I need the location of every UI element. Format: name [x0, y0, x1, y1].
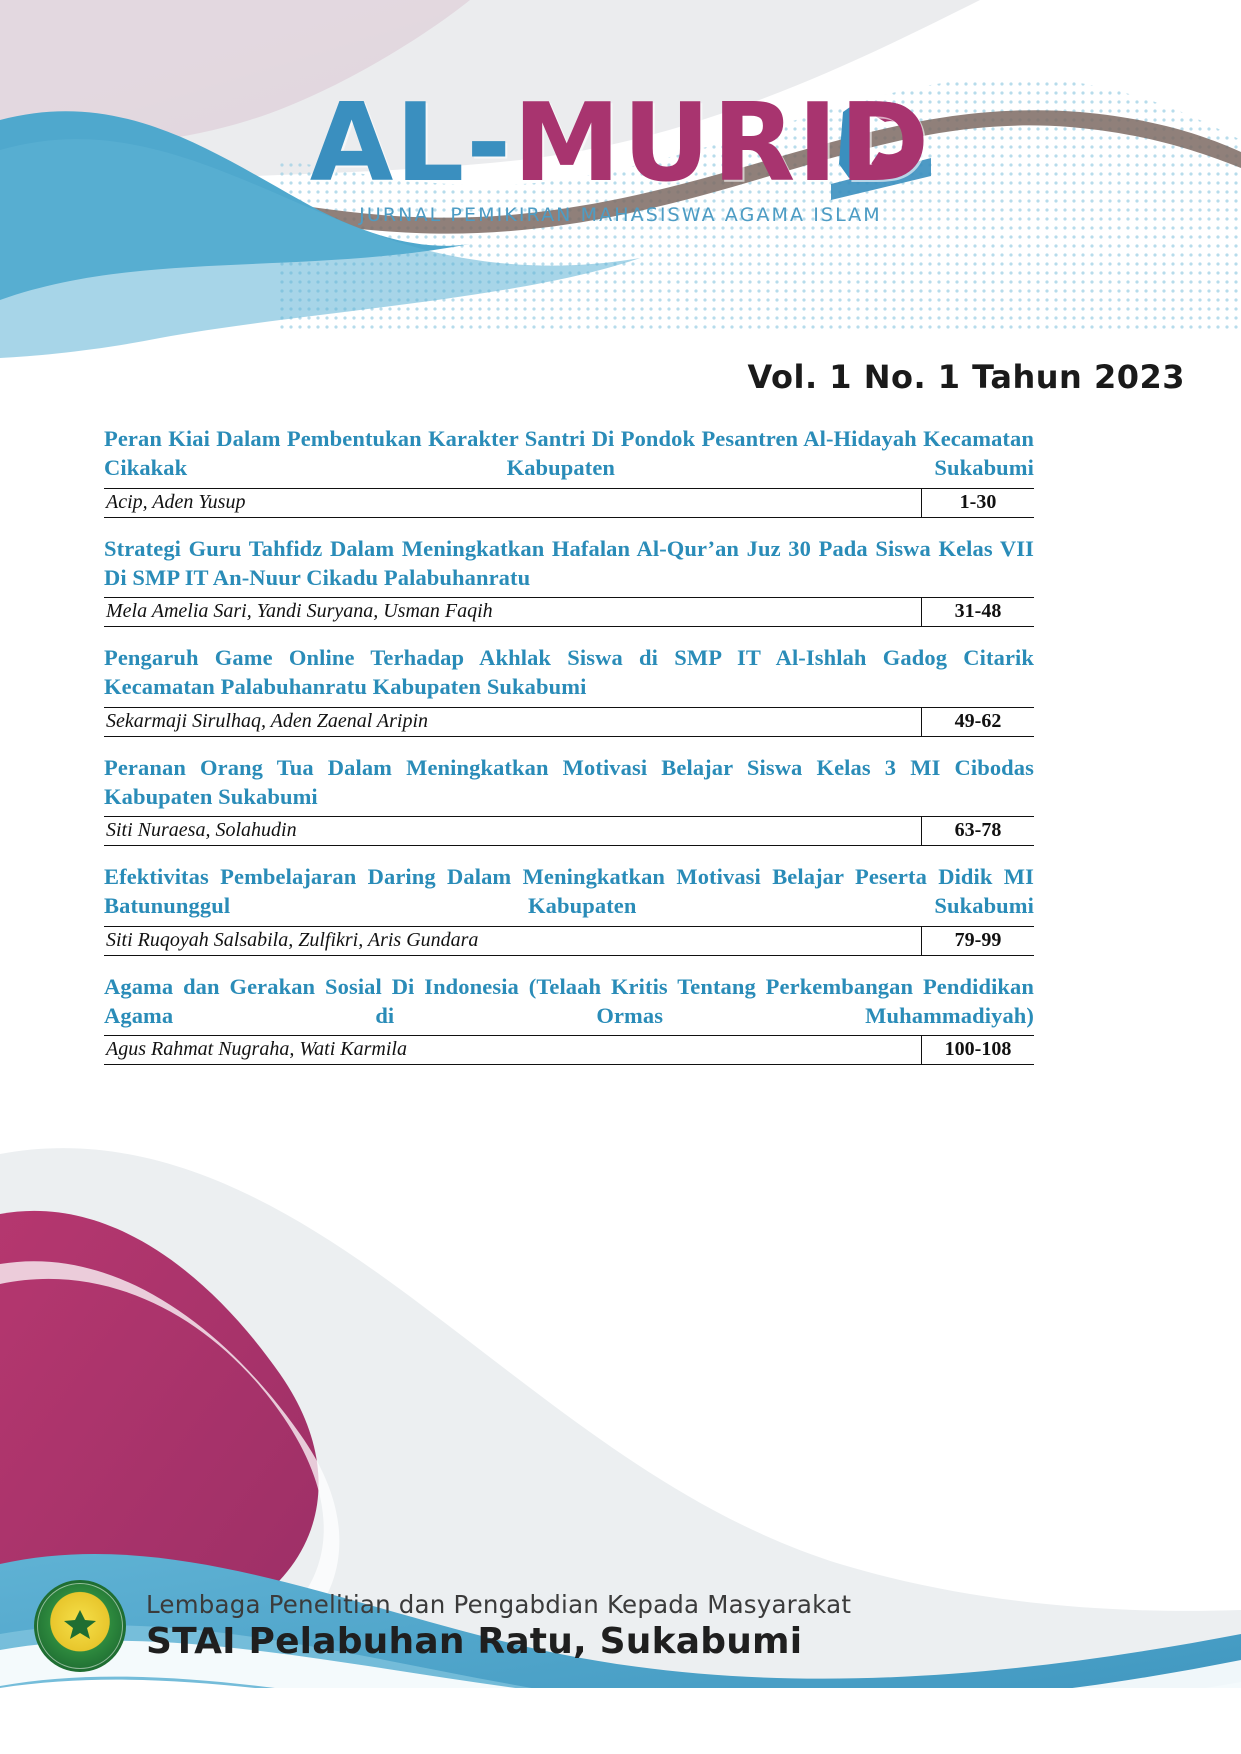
article-title: Pengaruh Game Online Terhadap Akhlak Siswa di SMP IT Al-Ishlah Gadog Citarik Kecamatan Palabuhanratu Kabupaten Sukabumi — [104, 645, 1034, 700]
logo-emblem-icon — [60, 1606, 100, 1646]
article-meta — [104, 926, 1034, 956]
institution-logo-icon — [34, 1580, 126, 1672]
article-authors: Agus Rahmat Nugraha, Wati Karmila — [104, 1036, 922, 1064]
article-pages: 63-78 — [954, 819, 1002, 841]
article-title: Efektivitas Pembelajaran Daring Dalam Meningkatkan Motivasi Belajar Peserta Didik MI Batununggul Kabupaten Sukabumi — [104, 864, 1034, 919]
article-pages: 31-48 — [954, 600, 1002, 622]
article-title: Peran Kiai Dalam Pembentukan Karakter Santri Di Pondok Pesantren Al-Hidayah Kecamatan Cikakak Kabupaten Sukabumi — [104, 426, 1034, 481]
volume-issue-line: Vol. 1 No. 1 Tahun 2023 — [747, 358, 1185, 396]
table-of-contents — [104, 424, 1034, 1081]
article-title: Peranan Orang Tua Dalam Meningkatkan Motivasi Belajar Siswa Kelas 3 MI Cibodas Kabupaten Sukabumi — [104, 754, 1034, 809]
journal-subtitle: JURNAL PEMIKIRAN MAHASISWA AGAMA ISLAM — [359, 204, 882, 226]
article-pages: 1-30 — [959, 490, 997, 513]
toc-entry[interactable] — [104, 643, 1034, 737]
article-meta — [104, 488, 1034, 518]
footer — [0, 1566, 1241, 1686]
article-authors: Sekarmaji Sirulhaq, Aden Zaenal Aripin — [104, 708, 922, 736]
article-pages: 100-108 — [944, 1038, 1012, 1060]
journal-title-main: AL- — [309, 81, 514, 206]
toc-entry[interactable] — [104, 424, 1034, 518]
article-title: Agama dan Gerakan Sosial Di Indonesia (Telaah Kritis Tentang Perkembangan Pendidikan Agama di Ormas Muhammadiyah) — [104, 973, 1034, 1028]
article-meta — [104, 597, 1034, 627]
footer-institution-name: STAI Pelabuhan Ratu, Sukabumi — [146, 1621, 803, 1662]
toc-entry[interactable] — [104, 972, 1034, 1066]
article-authors: Siti Ruqoyah Salsabila, Zulfikri, Aris Gundara — [104, 927, 922, 955]
article-authors: Siti Nuraesa, Solahudin — [104, 817, 922, 845]
article-title: Strategi Guru Tahfidz Dalam Meningkatkan Hafalan Al-Qur’an Juz 30 Pada Siswa Kelas VII Di SMP IT An-Nuur Cikadu Palabuhanratu — [104, 535, 1034, 590]
article-pages: 79-99 — [954, 928, 1002, 951]
footer-text — [146, 1590, 851, 1662]
article-authors: Acip, Aden Yusup — [104, 489, 922, 517]
article-meta — [104, 1035, 1034, 1065]
footer-institution-unit: Lembaga Penelitian dan Pengabdian Kepada Masyarakat — [146, 1590, 852, 1619]
toc-entry[interactable] — [104, 753, 1034, 847]
toc-entry[interactable] — [104, 862, 1034, 956]
article-authors: Mela Amelia Sari, Yandi Suryana, Usman Faqih — [104, 598, 922, 626]
article-meta — [104, 816, 1034, 846]
toc-entry[interactable] — [104, 534, 1034, 628]
top-decoration — [0, 0, 1241, 400]
article-pages: 49-62 — [954, 709, 1002, 732]
journal-title-accent: MURID — [513, 81, 932, 206]
article-meta — [104, 707, 1034, 737]
